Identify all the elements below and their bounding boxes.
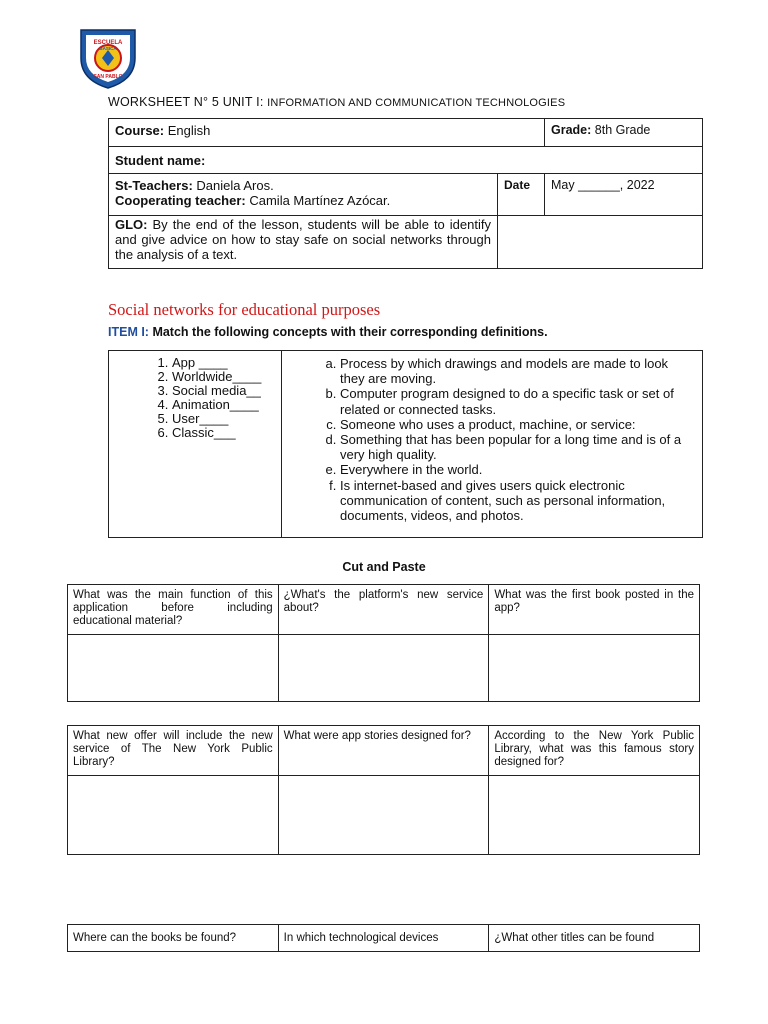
glo-cell <box>109 216 498 269</box>
item-instruction-text: Match the following concepts with their corresponding definitions. <box>148 325 548 339</box>
concept-item[interactable]: 5. User____ <box>172 412 275 426</box>
definitions-list <box>288 356 696 523</box>
logo-text-top: ESCUELA <box>93 40 123 46</box>
concept-item[interactable]: 4. Animation____ <box>172 398 275 412</box>
concept-item[interactable]: 6. Classic___ <box>172 426 275 440</box>
date-value[interactable]: May ______, 2022 <box>545 174 703 216</box>
answer-cell[interactable] <box>489 776 700 855</box>
concept-item[interactable]: 1. App ____ <box>172 356 275 370</box>
logo-text-bottom: SAN PABLO <box>93 74 123 80</box>
concept-item[interactable]: 2. Worldwide____ <box>172 370 275 384</box>
definition-item: f. Is internet-based and gives users quick electronic communication of content, such as personal information, documents, videos, and photos. <box>340 478 696 524</box>
st-teachers-line <box>115 178 491 193</box>
question-cell: ¿What's the platform's new service about? <box>278 585 489 635</box>
logo-text-mid: BÁSICA <box>99 46 117 51</box>
definition-item: d. Something that has been popular for a long time and is of a very high quality. <box>340 432 696 462</box>
grade-cell <box>545 119 703 147</box>
concepts-cell <box>109 351 282 538</box>
definition-item: b. Computer program designed to do a specific task or set of related or connected tasks. <box>340 386 696 416</box>
school-logo <box>77 24 139 90</box>
question-cell: Where can the books be found? <box>68 925 279 952</box>
st-teachers-value: Daniela Aros. <box>192 178 274 193</box>
question-cell: What was the first book posted in the app? <box>489 585 700 635</box>
glo-empty-cell <box>498 216 703 269</box>
concept-item[interactable]: 3. Social media__ <box>172 384 275 398</box>
cut-and-paste-title: Cut and Paste <box>342 560 426 574</box>
course-value: English <box>164 123 211 138</box>
coop-teacher-label: Cooperating teacher: <box>115 193 246 208</box>
course-label: Course: <box>115 123 165 138</box>
answer-cell[interactable] <box>278 776 489 855</box>
date-label: Date <box>498 174 545 216</box>
question-table-1 <box>67 584 700 702</box>
question-cell: What was the main function of this application before including educational material? <box>68 585 279 635</box>
question-cell: What were app stories designed for? <box>278 726 489 776</box>
item-label: ITEM I: <box>108 325 149 339</box>
worksheet-title <box>108 95 565 109</box>
teachers-cell <box>109 174 498 216</box>
item-instruction <box>108 325 548 339</box>
worksheet-title-main: WORKSHEET N° 5 UNIT I: <box>108 95 268 109</box>
info-table <box>108 118 703 269</box>
definition-item: a. Process by which drawings and models are made to look they are moving. <box>340 356 696 386</box>
question-cell: What new offer will include the new service of The New York Public Library? <box>68 726 279 776</box>
definition-item: c. Someone who uses a product, machine, or service: <box>340 417 696 432</box>
coop-teacher-line <box>115 193 491 208</box>
answer-cell[interactable] <box>489 635 700 702</box>
definition-item: e. Everywhere in the world. <box>340 462 696 477</box>
question-table-2 <box>67 725 700 855</box>
grade-label: Grade: <box>551 123 592 137</box>
question-table-3 <box>67 924 700 952</box>
section-title: Social networks for educational purposes <box>108 300 381 319</box>
course-cell <box>109 119 545 147</box>
question-cell: ¿What other titles can be found <box>489 925 700 952</box>
glo-text: By the end of the lesson, students will be able to identify and give advice on how to stay safe on social networks through the analysis of a text. <box>115 217 491 262</box>
student-name-cell[interactable]: Student name: <box>109 147 703 174</box>
glo-label: GLO: <box>115 217 148 232</box>
answer-cell[interactable] <box>68 776 279 855</box>
grade-value: 8th Grade <box>591 123 651 137</box>
answer-cell[interactable] <box>68 635 279 702</box>
matching-table <box>108 350 703 538</box>
st-teachers-label: St-Teachers: <box>115 178 193 193</box>
definitions-cell <box>282 351 703 538</box>
question-cell: In which technological devices <box>278 925 489 952</box>
question-cell: According to the New York Public Library, what was this famous story designed for? <box>489 726 700 776</box>
coop-teacher-value: Camila Martínez Azócar. <box>245 193 391 208</box>
answer-cell[interactable] <box>278 635 489 702</box>
concepts-list <box>115 356 275 440</box>
worksheet-title-sub: INFORMATION AND COMMUNICATION TECHNOLOGIES <box>267 97 566 109</box>
